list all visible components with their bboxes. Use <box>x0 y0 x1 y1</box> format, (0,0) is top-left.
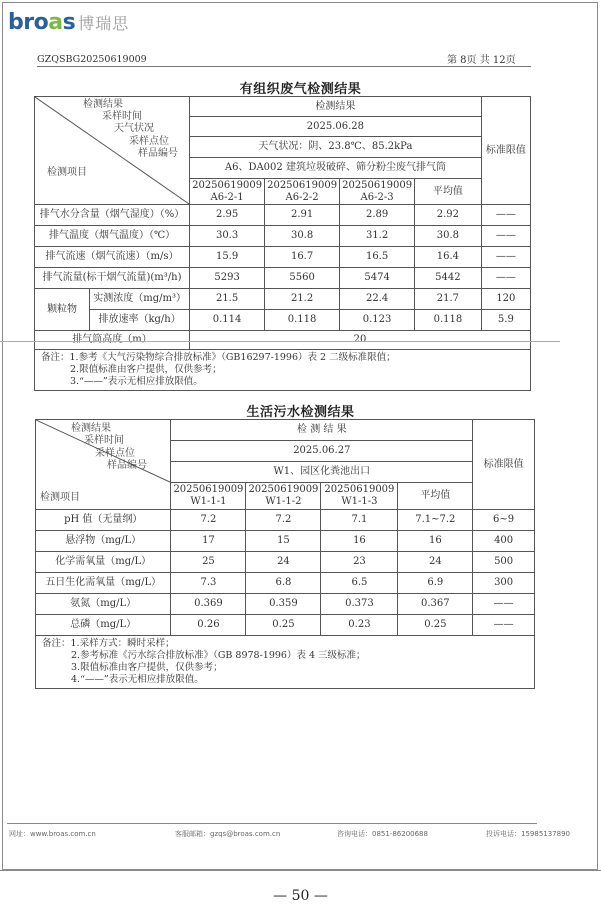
table-row <box>35 247 531 268</box>
sampling-location: A6、DA002 建筑垃圾破碎、筛分粉尘废气排气筒 <box>190 158 482 179</box>
diag-label: 样品编号 <box>107 460 147 471</box>
table-cell: 0.373 <box>321 594 398 615</box>
notes-row <box>36 636 535 689</box>
waste-gas-diagonal-header <box>35 97 190 205</box>
table-cell: —— <box>481 226 530 247</box>
sewage-title: 生活污水检测结果 <box>246 405 355 420</box>
table-row <box>35 310 531 331</box>
diag-label: 检测项目 <box>40 492 80 503</box>
cell-text: W1-1-1 <box>190 496 227 507</box>
header-rule <box>37 66 531 67</box>
footer-email: 客服邮箱：gzqs@broas.com.cn <box>175 830 281 838</box>
table-cell: 排气筒高度（m） <box>35 331 190 350</box>
sample-id <box>265 179 340 205</box>
sampling-date: 2025.06.28 <box>190 117 482 137</box>
table-cell: 15.9 <box>190 247 265 268</box>
table-cell: 22.4 <box>340 289 415 310</box>
table-cell: 2.95 <box>190 205 265 226</box>
page-number: — 50 — <box>273 888 328 904</box>
table-cell: 6~9 <box>473 510 535 531</box>
table-cell: 16.7 <box>265 247 340 268</box>
sample-id <box>246 483 321 510</box>
cell-text: 20250619009 <box>192 179 263 191</box>
footer-website: 网址：www.broas.com.cn <box>9 830 96 838</box>
table-cell: 氨氮（mg/L） <box>36 594 171 615</box>
table-cell: 0.359 <box>246 594 321 615</box>
table-cell: 23 <box>321 552 398 573</box>
table-cell: 五日生化需氧量（mg/L） <box>36 573 171 594</box>
table-cell: 0.23 <box>321 615 398 636</box>
cell-text: 20250619009 <box>342 179 413 191</box>
sewage-table <box>35 419 535 689</box>
table-cell: 5293 <box>190 268 265 289</box>
table-cell: —— <box>473 615 535 636</box>
footer-rule <box>7 823 537 824</box>
table-cell: 24 <box>246 552 321 573</box>
table-cell: 2.91 <box>265 205 340 226</box>
table-cell: 0.25 <box>398 615 473 636</box>
sewage-diagonal-header <box>36 420 171 510</box>
result-header: 检测结果 <box>190 97 482 117</box>
table-cell: 25 <box>171 552 246 573</box>
table-row <box>36 552 535 573</box>
cell-text <box>41 352 524 364</box>
table-cell: 16.5 <box>340 247 415 268</box>
table-cell: 17 <box>171 531 246 552</box>
table-row <box>36 615 535 636</box>
table-cell: 5.9 <box>481 310 530 331</box>
table-cell: 0.118 <box>415 310 482 331</box>
scan-line <box>0 341 560 342</box>
table-row <box>35 268 531 289</box>
cell-text: 备注： <box>41 352 70 363</box>
table-cell: 16.4 <box>415 247 482 268</box>
standard-header: 标准限值 <box>473 420 535 510</box>
table-cell: 7.3 <box>171 573 246 594</box>
table-cell: 21.7 <box>415 289 482 310</box>
notes-row <box>35 350 531 391</box>
table-cell: 6.9 <box>398 573 473 594</box>
table-cell: 21.5 <box>190 289 265 310</box>
table-cell: —— <box>481 247 530 268</box>
table-cell: 0.123 <box>340 310 415 331</box>
result-header: 检 测 结 果 <box>171 420 473 441</box>
avg-header: 平均值 <box>415 179 482 205</box>
table-cell: 6.5 <box>321 573 398 594</box>
sample-id <box>321 483 398 510</box>
diag-label: 样品编号 <box>138 148 178 159</box>
sample-id <box>171 483 246 510</box>
diag-label: 天气状况 <box>114 123 154 134</box>
table-row <box>35 205 531 226</box>
report-number: GZQSBG20250619009 <box>37 54 147 65</box>
standard-header: 标准限值 <box>481 97 530 205</box>
footer-complaint: 投诉电话：15985137890 <box>486 830 570 838</box>
table-cell: 排气流量(标干烟气流量)(m³/h) <box>35 268 190 289</box>
diag-label: 检测结果 <box>83 99 123 110</box>
diag-label: 采样点位 <box>95 448 135 459</box>
table-cell: 5442 <box>415 268 482 289</box>
table-cell: 2.92 <box>415 205 482 226</box>
broas-logo <box>8 10 129 35</box>
table-cell: 15 <box>246 531 321 552</box>
table-row <box>35 289 531 310</box>
table-cell: 6.8 <box>246 573 321 594</box>
table-cell: 实测浓度（mg/m³） <box>90 289 190 310</box>
footer-phone: 咨询电话：0851-86200688 <box>337 830 428 838</box>
table-cell: 16 <box>398 531 473 552</box>
cell-text: 1.采样方式：瞬时采样； <box>70 638 175 649</box>
table-cell: 排气温度（烟气温度）（℃） <box>35 226 190 247</box>
diag-label: 检测结果 <box>71 423 111 434</box>
table-cell: 5474 <box>340 268 415 289</box>
cell-text: 20250619009 <box>248 484 319 495</box>
waste-gas-table <box>34 96 531 391</box>
cell-text: 1.参考《大气污染物综合排放标准》（GB16297-1996）表 2 二级标准限值； <box>69 352 396 363</box>
table-cell: 0.114 <box>190 310 265 331</box>
cell-text: 2.限值标准由客户提供，仅供参考； <box>70 364 222 375</box>
cell-text: 3.“——”表示无相应排放限值。 <box>70 376 203 387</box>
sample-id <box>190 179 265 205</box>
table-cell: 7.2 <box>171 510 246 531</box>
cell-text: W1-1-3 <box>341 496 378 507</box>
sampling-location: W1、园区化粪池出口 <box>171 462 473 483</box>
table-cell: —— <box>481 268 530 289</box>
sample-id <box>340 179 415 205</box>
cell-text: 20250619009 <box>173 484 244 495</box>
table-cell: 2.89 <box>340 205 415 226</box>
cell-text: 4.“——”表示无相应排放限值。 <box>71 674 204 685</box>
logo-latin: broas <box>8 10 76 35</box>
table-row <box>36 594 535 615</box>
table-row <box>36 510 535 531</box>
table-cell: 悬浮物（mg/L） <box>36 531 171 552</box>
diag-label: 检测项目 <box>47 167 87 178</box>
table-cell: 化学需氧量（mg/L） <box>36 552 171 573</box>
table-cell: 120 <box>481 289 530 310</box>
cell-text: 备注： <box>42 638 71 649</box>
table-cell: 0.26 <box>171 615 246 636</box>
table-cell: 30.8 <box>415 226 482 247</box>
table-cell: 500 <box>473 552 535 573</box>
diag-label: 采样时间 <box>84 435 124 446</box>
table-cell: 21.2 <box>265 289 340 310</box>
cell-text: A6-2-1 <box>210 191 244 203</box>
table-cell: 400 <box>473 531 535 552</box>
table-cell: 排气水分含量（烟气湿度）（%） <box>35 205 190 226</box>
page-info: 第 8页 共 12页 <box>447 55 516 66</box>
table-cell: 7.1 <box>321 510 398 531</box>
notes <box>36 636 535 689</box>
table-cell: —— <box>481 205 530 226</box>
cell-text: 2.参考标准《污水综合排放标准》（GB 8978-1996）表 4 三级标准； <box>71 650 366 661</box>
diag-label: 采样时间 <box>102 111 142 122</box>
weather: 天气状况：阴、23.8℃、85.2kPa <box>190 137 482 158</box>
cell-text: A6-2-3 <box>360 191 394 203</box>
cell-text: 20250619009 <box>267 179 338 191</box>
table-cell: 7.2 <box>246 510 321 531</box>
table-cell: 24 <box>398 552 473 573</box>
table-cell: 0.118 <box>265 310 340 331</box>
table-cell: 排放速率（kg/h） <box>90 310 190 331</box>
table-cell: 5560 <box>265 268 340 289</box>
cell-text: 3.限值标准由客户提供，仅供参考； <box>71 662 223 673</box>
table-cell: 30.8 <box>265 226 340 247</box>
table-cell: 0.25 <box>246 615 321 636</box>
cell-text: 20250619009 <box>324 484 395 495</box>
table-cell: 31.2 <box>340 226 415 247</box>
table-cell: 排气流速（烟气流速）（m/s） <box>35 247 190 268</box>
table-row <box>35 331 531 350</box>
table-row <box>36 573 535 594</box>
table-cell: 总磷（mg/L） <box>36 615 171 636</box>
table-row <box>36 531 535 552</box>
table-cell: 20 <box>190 331 531 350</box>
cell-text: W1-1-2 <box>265 496 302 507</box>
cell-text <box>42 638 528 650</box>
table-cell: 30.3 <box>190 226 265 247</box>
diag-label: 采样点位 <box>129 136 169 147</box>
table-cell: 0.367 <box>398 594 473 615</box>
logo-cn: 博瑞思 <box>78 14 130 33</box>
bottom-rule <box>0 870 601 871</box>
avg-header: 平均值 <box>398 483 473 510</box>
cell-text: A6-2-2 <box>285 191 319 203</box>
waste-gas-title: 有组织废气检测结果 <box>239 82 362 97</box>
table-cell: —— <box>473 594 535 615</box>
particulate-group: 颗粒物 <box>35 289 90 331</box>
table-row <box>35 226 531 247</box>
sampling-date: 2025.06.27 <box>171 441 473 462</box>
notes <box>35 350 531 391</box>
table-cell: 0.369 <box>171 594 246 615</box>
table-cell: 16 <box>321 531 398 552</box>
table-cell: pH 值（无量纲） <box>36 510 171 531</box>
table-cell: 7.1~7.2 <box>398 510 473 531</box>
table-cell: 300 <box>473 573 535 594</box>
